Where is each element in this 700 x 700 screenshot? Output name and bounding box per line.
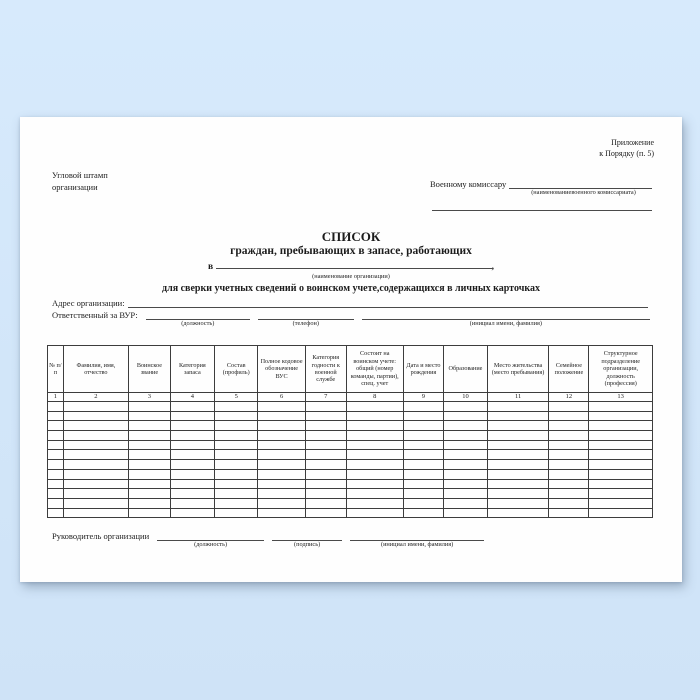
column-header: № п/п: [48, 346, 64, 393]
roster-table: [47, 345, 653, 518]
corner-stamp-line-1: Угловой штамп: [52, 170, 108, 180]
table-cell: [214, 431, 258, 441]
column-number: 13: [589, 393, 653, 402]
table-cell: [487, 479, 549, 489]
head-name-field: [350, 530, 484, 549]
head-signature-caption: (подпись): [294, 541, 321, 548]
table-cell: [63, 469, 128, 479]
commissar-caption: (наименованиевоенного комиссариата): [531, 189, 636, 196]
table-cell: [549, 411, 589, 421]
purpose-line: для сверки учетных сведений о воинском учете,содержащихся в личных карточках: [162, 283, 540, 294]
table-cell: [63, 489, 128, 499]
table-cell: [129, 402, 171, 412]
head-position-caption: (должность): [194, 541, 228, 548]
table-cell: [258, 431, 305, 441]
table-cell: [487, 489, 549, 499]
column-header: Состав (профиль): [214, 346, 258, 393]
commissar-label: Военному комиссару: [430, 179, 507, 189]
table-cell: [258, 440, 305, 450]
column-number: 3: [129, 393, 171, 402]
table-row: [48, 450, 653, 460]
table-cell: [129, 421, 171, 431]
table-cell: [589, 402, 653, 412]
responsible-name-blank: [362, 309, 650, 320]
table-cell: [346, 460, 403, 470]
table-cell: [589, 489, 653, 499]
table-cell: [403, 508, 444, 518]
responsible-name-caption: (инициал имени, фамилия): [469, 320, 543, 327]
table-cell: [63, 411, 128, 421]
table-cell: [346, 440, 403, 450]
table-row: [48, 479, 653, 489]
table-cell: [170, 411, 214, 421]
table-cell: [258, 460, 305, 470]
table-cell: [63, 508, 128, 518]
table-cell: [589, 479, 653, 489]
table-cell: [549, 498, 589, 508]
table-cell: [170, 469, 214, 479]
table-cell: [305, 469, 346, 479]
table-cell: [48, 402, 64, 412]
table-cell: [305, 431, 346, 441]
table-cell: [258, 479, 305, 489]
table-cell: [170, 489, 214, 499]
table-cell: [549, 479, 589, 489]
table-cell: [403, 440, 444, 450]
table-cell: [305, 411, 346, 421]
column-number: 6: [258, 393, 305, 402]
table-row: [48, 469, 653, 479]
title-block: [20, 230, 682, 295]
table-cell: [487, 440, 549, 450]
table-cell: [403, 421, 444, 431]
head-signature-field: [272, 530, 342, 549]
column-header: Структурное подразделение организации, должность (профессия): [589, 346, 653, 393]
table-row: [48, 402, 653, 412]
column-number: 7: [305, 393, 346, 402]
table-cell: [170, 479, 214, 489]
table-cell: [305, 498, 346, 508]
table-cell: [487, 421, 549, 431]
table-cell: [444, 508, 488, 518]
column-header: Категория годности к военной службе: [305, 346, 346, 393]
head-name-blank: [350, 530, 484, 541]
table-cell: [487, 411, 549, 421]
table-cell: [589, 498, 653, 508]
column-header: Категория запаса: [170, 346, 214, 393]
column-number: 8: [346, 393, 403, 402]
table-cell: [487, 450, 549, 460]
address-blank: [128, 297, 648, 308]
table-cell: [170, 450, 214, 460]
responsible-position-caption: (должность): [181, 320, 215, 327]
organization-line-suffix: ,: [491, 262, 494, 272]
table-cell: [63, 431, 128, 441]
head-signature-blank: [272, 530, 342, 541]
organization-line-prefix: в: [208, 262, 214, 272]
table-cell: [403, 402, 444, 412]
table-cell: [63, 421, 128, 431]
table-cell: [346, 469, 403, 479]
table-cell: [589, 411, 653, 421]
table-cell: [346, 431, 403, 441]
table-cell: [63, 460, 128, 470]
column-header: Семейное положение: [549, 346, 589, 393]
column-number: 1: [48, 393, 64, 402]
table-cell: [444, 421, 488, 431]
table-cell: [214, 421, 258, 431]
table-cell: [346, 498, 403, 508]
responsible-position-field: [146, 309, 250, 328]
table-cell: [346, 402, 403, 412]
table-cell: [214, 489, 258, 499]
table-cell: [487, 431, 549, 441]
table-cell: [549, 450, 589, 460]
address-label: Адрес организации:: [52, 298, 125, 308]
table-cell: [403, 498, 444, 508]
table-cell: [305, 508, 346, 518]
table-cell: [346, 479, 403, 489]
column-number: 11: [487, 393, 549, 402]
table-cell: [258, 450, 305, 460]
table-cell: [63, 402, 128, 412]
table-cell: [170, 440, 214, 450]
table-cell: [129, 469, 171, 479]
table-cell: [214, 402, 258, 412]
table-cell: [403, 469, 444, 479]
column-number: 10: [444, 393, 488, 402]
table-cell: [444, 498, 488, 508]
column-header: Фамилия, имя, отчество: [63, 346, 128, 393]
table-cell: [48, 498, 64, 508]
table-cell: [214, 479, 258, 489]
table-cell: [48, 411, 64, 421]
table-cell: [444, 479, 488, 489]
table-cell: [170, 431, 214, 441]
responsible-phone-field: [258, 309, 354, 328]
table-cell: [589, 460, 653, 470]
table-row: [48, 431, 653, 441]
table-cell: [487, 469, 549, 479]
table-cell: [214, 440, 258, 450]
table-cell: [305, 402, 346, 412]
table-cell: [258, 402, 305, 412]
table-cell: [444, 440, 488, 450]
address-row: [52, 297, 648, 308]
table-cell: [129, 498, 171, 508]
column-header: Дата и место рождения: [403, 346, 444, 393]
table-cell: [589, 440, 653, 450]
corner-stamp: [52, 169, 108, 193]
organization-line: [20, 259, 682, 273]
responsible-name-field: [362, 309, 650, 328]
table-cell: [170, 498, 214, 508]
table-cell: [258, 508, 305, 518]
table-cell: [129, 431, 171, 441]
column-header: Место жительства (место пребывания): [487, 346, 549, 393]
appendix-line-1: Приложение: [611, 138, 654, 147]
responsible-phone-caption: (телефон): [292, 320, 319, 327]
table-cell: [403, 460, 444, 470]
table-cell: [549, 460, 589, 470]
table-cell: [549, 421, 589, 431]
table-cell: [214, 450, 258, 460]
column-number: 5: [214, 393, 258, 402]
table-cell: [444, 431, 488, 441]
table-cell: [214, 460, 258, 470]
organization-caption: (наименование организации): [312, 273, 390, 280]
column-number: 12: [549, 393, 589, 402]
table-cell: [170, 460, 214, 470]
table-row: [48, 498, 653, 508]
corner-stamp-line-2: организации: [52, 182, 98, 192]
table-cell: [214, 411, 258, 421]
table-cell: [549, 440, 589, 450]
table-row: [48, 440, 653, 450]
table-cell: [346, 508, 403, 518]
table-cell: [589, 450, 653, 460]
table-cell: [549, 469, 589, 479]
table-cell: [214, 469, 258, 479]
table-cell: [48, 450, 64, 460]
commissar-extra-blank: [432, 197, 652, 211]
table-cell: [258, 498, 305, 508]
table-cell: [63, 479, 128, 489]
table-cell: [63, 450, 128, 460]
responsible-position-blank: [146, 309, 250, 320]
responsible-row: [52, 309, 650, 328]
table-cell: [48, 440, 64, 450]
table-cell: [305, 489, 346, 499]
table-cell: [214, 498, 258, 508]
table-cell: [129, 479, 171, 489]
table-cell: [129, 508, 171, 518]
table-cell: [487, 402, 549, 412]
table-cell: [403, 479, 444, 489]
table-cell: [170, 421, 214, 431]
appendix-line-2: к Порядку (п. 5): [599, 149, 654, 158]
head-name-caption: (инициал имени, фамилия): [380, 541, 454, 548]
table-cell: [48, 421, 64, 431]
table-cell: [258, 469, 305, 479]
table-cell: [129, 450, 171, 460]
table-row: [48, 460, 653, 470]
table-cell: [549, 402, 589, 412]
table-cell: [170, 402, 214, 412]
column-header: Состоит на воинском учете: общий (номер команды, партии), спец. учет: [346, 346, 403, 393]
table-cell: [444, 411, 488, 421]
column-header: Полное кодовое обозначение ВУС: [258, 346, 305, 393]
table-cell: [403, 411, 444, 421]
document-title: СПИСОК: [321, 229, 381, 244]
table-cell: [346, 421, 403, 431]
table-cell: [346, 411, 403, 421]
table-cell: [487, 508, 549, 518]
table-cell: [170, 508, 214, 518]
table-cell: [214, 508, 258, 518]
appendix-note: [599, 137, 654, 159]
table-cell: [487, 460, 549, 470]
commissar-name-blank: [509, 178, 652, 189]
head-position-field: [157, 530, 264, 549]
table-cell: [48, 469, 64, 479]
document-subtitle: граждан, пребывающих в запасе, работающих: [230, 245, 472, 257]
table-cell: [549, 431, 589, 441]
table-cell: [444, 402, 488, 412]
table-cell: [305, 440, 346, 450]
table-cell: [403, 431, 444, 441]
table-cell: [258, 489, 305, 499]
table-cell: [549, 508, 589, 518]
column-number: 9: [403, 393, 444, 402]
table-cell: [305, 421, 346, 431]
table-cell: [48, 431, 64, 441]
responsible-phone-blank: [258, 309, 354, 320]
table-cell: [63, 498, 128, 508]
commissar-block: [430, 178, 652, 211]
table-cell: [129, 489, 171, 499]
table-cell: [48, 479, 64, 489]
table-cell: [258, 421, 305, 431]
column-header: Образование: [444, 346, 488, 393]
column-number: 2: [63, 393, 128, 402]
table-cell: [48, 508, 64, 518]
table-cell: [129, 460, 171, 470]
head-label: Руководитель организации: [52, 531, 150, 541]
table-row: [48, 508, 653, 518]
table-cell: [48, 460, 64, 470]
table-row: [48, 489, 653, 499]
column-header: Воинское звание: [129, 346, 171, 393]
table-row: [48, 411, 653, 421]
signature-row: [52, 530, 488, 549]
table-cell: [589, 469, 653, 479]
document-page: [20, 117, 682, 582]
table-cell: [48, 489, 64, 499]
table-cell: [305, 460, 346, 470]
responsible-label: Ответственный за ВУР:: [52, 310, 138, 320]
table-cell: [129, 411, 171, 421]
table-cell: [487, 498, 549, 508]
head-position-blank: [157, 530, 264, 541]
organization-name-blank: [216, 259, 492, 269]
table-cell: [589, 508, 653, 518]
column-number-row: [48, 393, 653, 402]
table-cell: [346, 450, 403, 460]
table-cell: [63, 440, 128, 450]
table-cell: [346, 489, 403, 499]
table-cell: [305, 479, 346, 489]
table-cell: [444, 460, 488, 470]
table-cell: [305, 450, 346, 460]
table-cell: [444, 469, 488, 479]
table-cell: [129, 440, 171, 450]
table-cell: [549, 489, 589, 499]
table-cell: [589, 431, 653, 441]
table-cell: [258, 411, 305, 421]
table-row: [48, 421, 653, 431]
table-cell: [444, 450, 488, 460]
table-cell: [403, 450, 444, 460]
column-number: 4: [170, 393, 214, 402]
table-cell: [403, 489, 444, 499]
table-header-row: [48, 346, 653, 393]
table-cell: [444, 489, 488, 499]
table-cell: [589, 421, 653, 431]
